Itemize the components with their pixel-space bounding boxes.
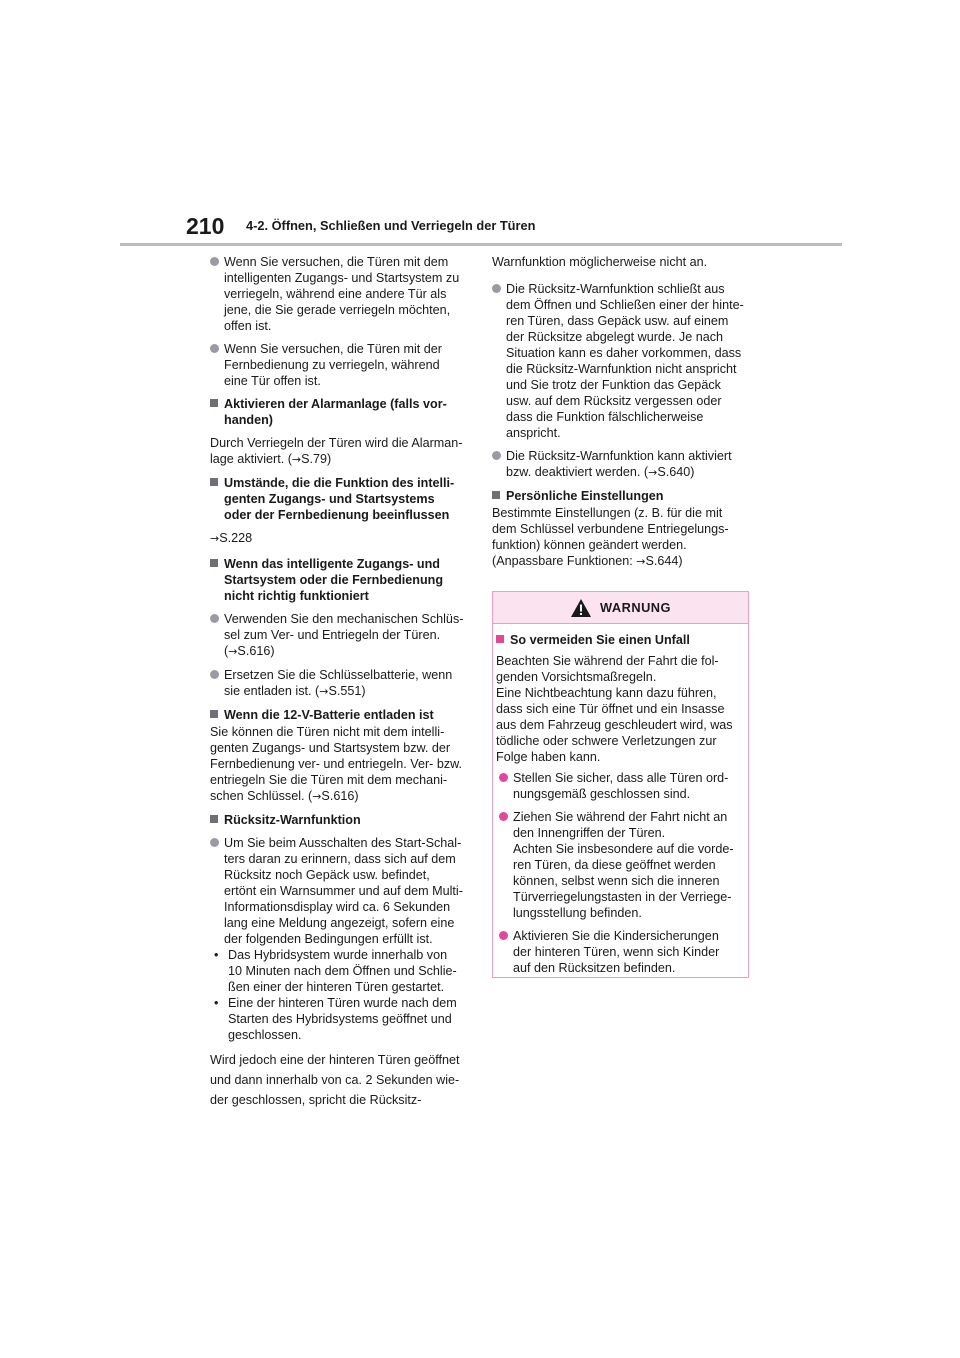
list-item: Ersetzen Sie die Schlüsselbatterie, wenn sie entladen ist. (→S.551)	[210, 667, 472, 700]
sub-bullet-icon: •	[214, 948, 219, 962]
list-item: Die Rücksitz-Warnfunktion kann aktiviert bzw. deaktiviert werden. (→S.640)	[492, 448, 754, 481]
paragraph: Durch Verriegeln der Türen wird die Alarman- lage aktiviert. (→S.79)	[210, 436, 463, 466]
bullet-icon	[499, 931, 508, 940]
page-number: 210	[186, 213, 225, 239]
page-reference[interactable]: S.228	[219, 531, 253, 545]
section-title: 4-2. Öffnen, Schließen und Verriegeln der Türen	[246, 218, 536, 233]
warning-header	[493, 592, 748, 624]
arrow-icon: →	[319, 685, 329, 698]
square-bullet-icon	[492, 491, 500, 499]
page-reference[interactable]: S.616)	[321, 789, 359, 803]
square-bullet-icon	[210, 399, 218, 407]
section-heading-malfunction: Wenn das intelligente Zugangs- und Startsystem oder die Fernbedienung nicht richtig funktioniert	[210, 556, 472, 604]
paragraph: Sie können die Türen nicht mit dem intelli- genten Zugangs- und Startsystem bzw. der Fernbedienung ver- und entriegeln. Ver- bzw. entriegeln Sie die Türen mit dem mechani- schen Schlüssel. (→S.616)	[210, 725, 463, 803]
list-item: Die Rücksitz-Warnfunktion schließt aus dem Öffnen und Schließen einer der hinte- ren Türen, dass Gepäck usw. auf einem der Rücksitze abgelegt wurde. Je nach Situation kann es daher vorkommen, dass die Rücksitz-Warnfunktion nicht anspricht und Sie trotz der Funktion das Gepäck usw. auf dem Rücksitz vergessen oder dass die Funktion fälschlicherweise anspricht.	[492, 281, 754, 441]
warning-title: WARNUNG	[599, 599, 672, 615]
warning-box	[492, 591, 749, 978]
list-item: Wenn Sie versuchen, die Türen mit der Fernbedienung zu verriegeln, während eine Tür offen ist.	[210, 341, 472, 389]
warning-triangle-icon	[570, 598, 592, 618]
warning-paragraph: Beachten Sie während der Fahrt die fol- genden Vorsichtsmaßregeln. Eine Nichtbeachtung kann dazu führen, dass sich eine Tür öffnet und ein Insasse aus dem Fahrzeug geschleudert wird, was tödliche oder schwere Verletzungen zur Folge haben kann.	[496, 654, 733, 764]
section-heading-personal-settings: Persönliche Einstellungen	[492, 488, 754, 504]
arrow-icon: →	[636, 555, 646, 568]
bullet-icon	[210, 257, 219, 266]
page-reference[interactable]: S.616)	[237, 644, 275, 658]
section-heading-alarm: Aktivieren der Alarmanlage (falls vor- handen)	[210, 396, 472, 428]
sub-list-item: • Das Hybridsystem wurde innerhalb von 10 Minuten nach dem Öffnen und Schlie- ßen einer der hinteren Türen gestartet.	[214, 948, 457, 994]
warning-list-item: Aktivieren Sie die Kindersicherungen der hinteren Türen, wenn sich Kinder auf den Rücksitzen befinden.	[496, 928, 742, 976]
section-heading-rear-seat: Rücksitz-Warnfunktion	[210, 812, 472, 828]
arrow-icon: →	[291, 453, 302, 466]
square-bullet-icon	[210, 559, 218, 567]
list-item: Um Sie beim Ausschalten des Start-Schal- ters daran zu erinnern, dass sich auf dem Rücksitz noch Gepäck usw. befindet, ertönt ein Warnsummer und auf dem Multi- Informationsdisplay wird ca. 6 Sekunden lang eine Meldung angezeigt, sofern eine der folgenden Bedingungen erfüllt ist. • Das Hybridsystem wurde innerhalb von 10 Minuten nach dem Öffnen und Schlie- ßen einer der hinteren Türen gestartet. • Eine der hinteren Türen wurde nach dem Starten des Hybridsystems geöffnet und geschlossen.	[210, 835, 472, 1043]
bullet-icon	[499, 773, 508, 782]
page-reference[interactable]: S.640)	[657, 465, 695, 479]
section-heading-conditions: Umstände, die die Funktion des intelli- genten Zugangs- und Startsystems oder der Fernbedienung beeinflussen	[210, 475, 472, 523]
section-heading-battery: Wenn die 12-V-Batterie entladen ist	[210, 707, 472, 723]
bullet-icon	[210, 614, 219, 623]
paragraph: Warnfunktion möglicherweise nicht an.	[492, 255, 708, 269]
list-item: Verwenden Sie den mechanischen Schlüs- sel zum Ver- und Entriegeln der Türen. (→S.616)	[210, 611, 472, 660]
left-column	[210, 254, 472, 1117]
page-reference[interactable]: S.644)	[645, 554, 683, 568]
list-item: Wenn Sie versuchen, die Türen mit dem intelligenten Zugangs- und Startsystem zu verriegeln, während eine andere Tür als jene, die Sie gerade verriegeln möchten, offen ist.	[210, 254, 472, 334]
square-bullet-icon	[210, 478, 218, 486]
square-bullet-icon	[496, 635, 504, 643]
bullet-icon	[492, 284, 501, 293]
warning-list-item: Stellen Sie sicher, dass alle Türen ord- nungsgemäß geschlossen sind.	[496, 770, 742, 802]
paragraph	[210, 530, 472, 547]
arrow-icon: →	[210, 532, 220, 545]
arrow-icon: →	[228, 645, 238, 658]
bullet-icon	[492, 451, 501, 460]
paragraph: Wird jedoch eine der hinteren Türen geöffnet und dann innerhalb von ca. 2 Sekunden wie- der geschlossen, spricht die Rücksitz-	[210, 1053, 460, 1107]
square-bullet-icon	[210, 710, 218, 718]
paragraph: Bestimmte Einstellungen (z. B. für die mit dem Schlüssel verbundene Entriegelungs- funktion) können geändert werden. (Anpassbare Funktionen: →S.644)	[492, 506, 729, 568]
warning-body	[493, 624, 748, 976]
arrow-icon: →	[312, 790, 322, 803]
square-bullet-icon	[210, 815, 218, 823]
sub-bullet-icon: •	[214, 996, 219, 1010]
page-reference[interactable]: S.551)	[328, 684, 366, 698]
bullet-icon	[210, 344, 219, 353]
warning-list-item: Ziehen Sie während der Fahrt nicht an den Innengriffen der Türen. Achten Sie insbesondere auf die vorde- ren Türen, da diese geöffnet werden können, selbst wenn sich die inneren Türverriegelungstasten in der Verriege- lungsstellung befinden.	[496, 809, 742, 921]
page-reference[interactable]: S.79)	[301, 452, 332, 466]
sub-list-item: • Eine der hinteren Türen wurde nach dem Starten des Hybridsystems geöffnet und geschlossen.	[214, 996, 457, 1042]
bullet-icon	[499, 812, 508, 821]
arrow-icon: →	[648, 466, 658, 479]
bullet-icon	[210, 838, 219, 847]
bullet-icon	[210, 670, 219, 679]
right-column	[492, 254, 754, 577]
header-divider	[120, 243, 842, 246]
warning-heading: So vermeiden Sie einen Unfall	[496, 632, 742, 648]
